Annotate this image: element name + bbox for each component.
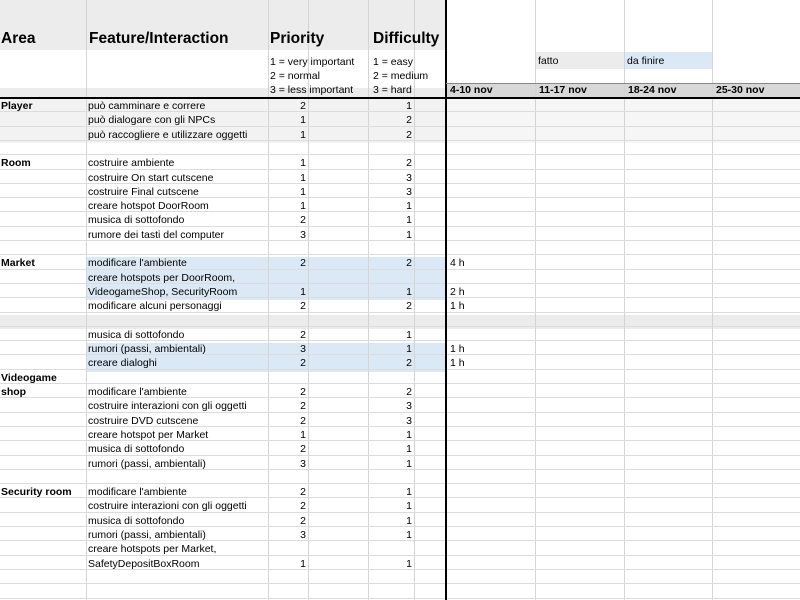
row-line bbox=[0, 254, 800, 255]
row-line bbox=[0, 326, 800, 327]
feature-cell[interactable]: costruire interazioni con gli oggetti bbox=[88, 400, 247, 413]
difficulty-cell[interactable]: 3 bbox=[406, 171, 412, 184]
priority-cell[interactable]: 2 bbox=[300, 514, 306, 527]
priority-cell[interactable]: 2 bbox=[300, 100, 306, 112]
area-header[interactable]: Area bbox=[1, 30, 36, 47]
priority-cell[interactable]: 2 bbox=[300, 328, 306, 341]
feature-cell[interactable]: SafetyDepositBoxRoom bbox=[88, 557, 200, 570]
feature-cell[interactable]: costruire ambiente bbox=[88, 157, 175, 170]
feature-cell[interactable]: creare hotspot per Market bbox=[88, 428, 209, 441]
column-line bbox=[86, 0, 87, 600]
feature-cell[interactable]: può dialogare con gli NPCs bbox=[88, 114, 216, 127]
column-line bbox=[712, 0, 713, 600]
difficulty-cell[interactable]: 1 bbox=[406, 343, 412, 356]
difficulty-legend[interactable]: 1 = easy bbox=[373, 56, 413, 68]
area-label[interactable]: Videogame bbox=[1, 371, 57, 384]
difficulty-cell[interactable]: 1 bbox=[406, 200, 412, 213]
feature-cell[interactable]: musica di sottofondo bbox=[88, 328, 185, 341]
feature-cell[interactable]: creare hotspot DoorRoom bbox=[88, 200, 209, 213]
difficulty-cell[interactable]: 1 bbox=[406, 500, 412, 513]
week-header[interactable]: 11-17 nov bbox=[539, 84, 587, 96]
feature-cell[interactable]: creare dialoghi bbox=[88, 357, 157, 370]
priority-cell[interactable]: 3 bbox=[300, 529, 306, 541]
time-cell[interactable]: 4 h bbox=[450, 257, 465, 270]
priority-cell[interactable]: 2 bbox=[300, 400, 306, 413]
difficulty-cell[interactable]: 1 bbox=[406, 428, 412, 441]
row-line bbox=[0, 483, 800, 484]
feature-cell[interactable]: VideogameShop, SecurityRoom bbox=[88, 285, 238, 298]
priority-cell[interactable]: 2 bbox=[300, 300, 306, 313]
row-line bbox=[0, 154, 800, 155]
area-label[interactable]: Security room bbox=[1, 486, 72, 499]
feature-cell[interactable]: creare hotspots per Market, bbox=[88, 543, 217, 556]
player-band-2 bbox=[446, 99, 800, 143]
priority-cell[interactable]: 1 bbox=[300, 200, 306, 213]
column-line bbox=[535, 0, 536, 600]
priority-cell[interactable]: 1 bbox=[300, 128, 306, 141]
row-line bbox=[0, 598, 800, 599]
week-header[interactable]: 4-10 nov bbox=[450, 84, 493, 96]
priority-cell[interactable]: 2 bbox=[300, 414, 306, 427]
feature-cell[interactable]: costruire Final cutscene bbox=[88, 185, 199, 198]
difficulty-cell[interactable]: 2 bbox=[406, 300, 412, 313]
feature-cell[interactable]: può camminare e correre bbox=[88, 100, 206, 112]
difficulty-cell[interactable]: 1 bbox=[406, 285, 412, 298]
difficulty-cell[interactable]: 2 bbox=[406, 157, 412, 170]
feature-cell[interactable]: modificare l'ambiente bbox=[88, 386, 187, 398]
time-cell[interactable]: 1 h bbox=[450, 300, 465, 313]
difficulty-header[interactable]: Difficulty bbox=[373, 30, 440, 47]
priority-cell[interactable]: 1 bbox=[300, 428, 306, 441]
priority-cell[interactable]: 1 bbox=[300, 157, 306, 170]
feature-cell[interactable]: rumori (passi, ambientali) bbox=[88, 529, 206, 541]
area-label[interactable]: Market bbox=[1, 257, 35, 270]
feature-cell[interactable]: musica di sottofondo bbox=[88, 443, 185, 456]
feature-cell[interactable]: musica di sottofondo bbox=[88, 514, 185, 527]
difficulty-cell[interactable]: 1 bbox=[406, 100, 412, 112]
feature-cell[interactable]: costruire On start cutscene bbox=[88, 171, 214, 184]
difficulty-cell[interactable]: 2 bbox=[406, 386, 412, 398]
row-line bbox=[0, 383, 800, 384]
difficulty-cell[interactable]: 3 bbox=[406, 400, 412, 413]
priority-cell[interactable]: 1 bbox=[300, 285, 306, 298]
difficulty-legend[interactable]: 3 = hard bbox=[373, 84, 412, 96]
priority-cell[interactable]: 2 bbox=[300, 257, 306, 270]
feature-cell[interactable]: costruire interazioni con gli oggetti bbox=[88, 500, 247, 513]
feature-cell[interactable]: modificare l'ambiente bbox=[88, 486, 187, 499]
difficulty-cell[interactable]: 1 bbox=[406, 214, 412, 227]
row-line bbox=[0, 583, 800, 584]
time-cell[interactable]: 1 h bbox=[450, 343, 465, 356]
done-key[interactable]: fatto bbox=[538, 55, 559, 67]
week-header[interactable]: 25-30 nov bbox=[716, 84, 765, 96]
priority-legend[interactable]: 1 = very important bbox=[270, 56, 355, 68]
priority-cell[interactable]: 2 bbox=[300, 357, 306, 370]
feature-cell[interactable]: modificare l'ambiente bbox=[88, 257, 187, 270]
feature-cell[interactable]: rumori (passi, ambientali) bbox=[88, 457, 206, 470]
column-line bbox=[624, 0, 625, 600]
priority-cell[interactable]: 1 bbox=[300, 185, 306, 198]
difficulty-cell[interactable]: 1 bbox=[406, 514, 412, 527]
column-line bbox=[414, 0, 415, 600]
priority-cell[interactable]: 2 bbox=[300, 386, 306, 398]
difficulty-cell[interactable]: 3 bbox=[406, 185, 412, 198]
priority-header[interactable]: Priority bbox=[270, 30, 325, 47]
difficulty-cell[interactable]: 2 bbox=[406, 114, 412, 127]
priority-cell[interactable]: 3 bbox=[300, 228, 306, 241]
priority-cell[interactable]: 1 bbox=[300, 171, 306, 184]
priority-cell[interactable]: 3 bbox=[300, 343, 306, 356]
difficulty-cell[interactable]: 1 bbox=[406, 443, 412, 456]
feature-cell[interactable]: modificare alcuni personaggi bbox=[88, 300, 222, 313]
difficulty-cell[interactable]: 2 bbox=[406, 357, 412, 370]
feature-cell[interactable]: musica di sottofondo bbox=[88, 214, 185, 227]
priority-legend[interactable]: 2 = normal bbox=[270, 70, 320, 82]
feature-cell[interactable]: costruire DVD cutscene bbox=[88, 414, 199, 427]
priority-cell[interactable]: 3 bbox=[300, 457, 306, 470]
time-cell[interactable]: 1 h bbox=[450, 357, 465, 370]
difficulty-cell[interactable]: 2 bbox=[406, 128, 412, 141]
difficulty-cell[interactable]: 1 bbox=[406, 457, 412, 470]
split-line bbox=[445, 0, 447, 600]
difficulty-cell[interactable]: 2 bbox=[406, 257, 412, 270]
difficulty-cell[interactable]: 3 bbox=[406, 414, 412, 427]
feature-cell[interactable]: creare hotspots per DoorRoom, bbox=[88, 271, 236, 284]
difficulty-cell[interactable]: 1 bbox=[406, 486, 412, 499]
priority-cell[interactable]: 2 bbox=[300, 214, 306, 227]
difficulty-cell[interactable]: 1 bbox=[406, 328, 412, 341]
todo-key[interactable]: da finire bbox=[627, 55, 665, 67]
header-rule bbox=[0, 97, 800, 99]
difficulty-cell[interactable]: 1 bbox=[406, 557, 412, 570]
priority-cell[interactable]: 2 bbox=[300, 486, 306, 499]
priority-cell[interactable]: 2 bbox=[300, 443, 306, 456]
priority-cell[interactable]: 1 bbox=[300, 114, 306, 127]
difficulty-cell[interactable]: 1 bbox=[406, 228, 412, 241]
time-cell[interactable]: 2 h bbox=[450, 285, 465, 298]
priority-cell[interactable]: 1 bbox=[300, 557, 306, 570]
difficulty-legend[interactable]: 2 = medium bbox=[373, 70, 429, 82]
feature-cell[interactable]: può raccogliere e utilizzare oggetti bbox=[88, 128, 248, 141]
priority-legend[interactable]: 3 = less important bbox=[270, 84, 354, 96]
week-header[interactable]: 18-24 nov bbox=[628, 84, 677, 96]
feature-cell[interactable]: rumore dei tasti del computer bbox=[88, 228, 224, 241]
priority-cell[interactable]: 2 bbox=[300, 500, 306, 513]
feature-cell[interactable]: rumori (passi, ambientali) bbox=[88, 343, 206, 356]
area-label[interactable]: Player bbox=[1, 100, 33, 112]
area-label-2[interactable]: shop bbox=[1, 386, 27, 398]
area-label[interactable]: Room bbox=[1, 157, 31, 170]
feature-header[interactable]: Feature/Interaction bbox=[89, 30, 229, 47]
header-white-2 bbox=[0, 50, 268, 88]
difficulty-cell[interactable]: 1 bbox=[406, 529, 412, 541]
